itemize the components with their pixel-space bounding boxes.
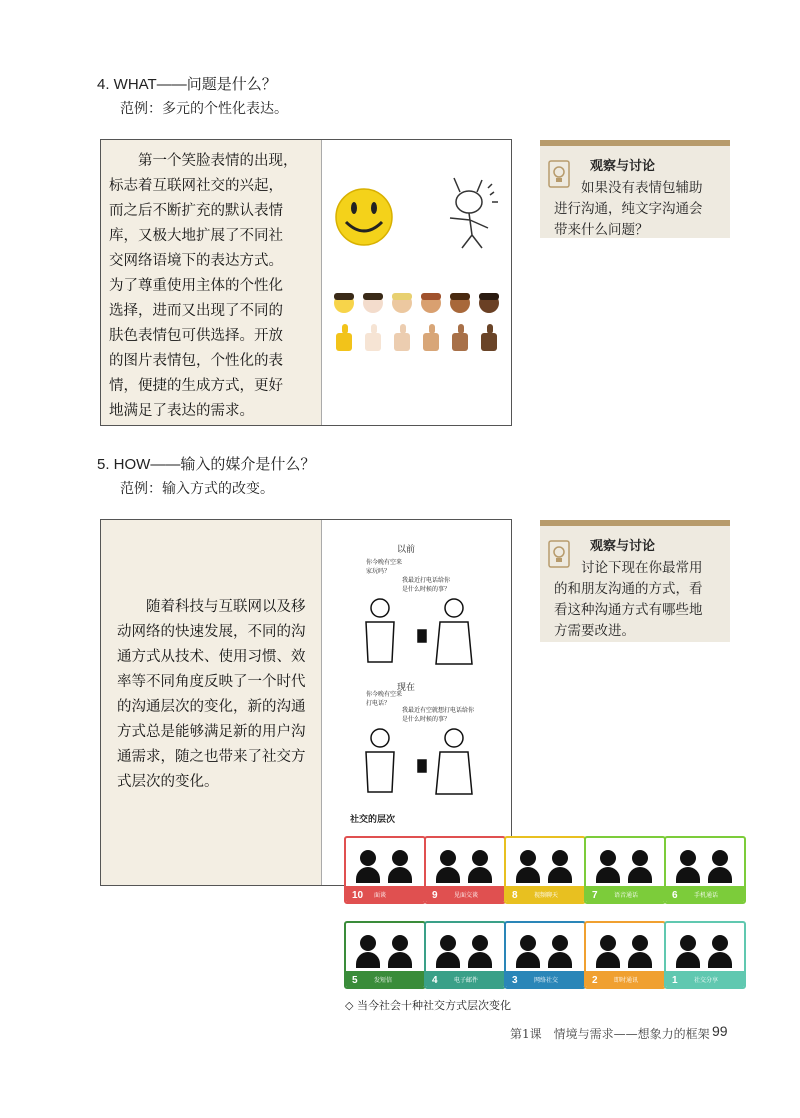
tile-label-bar bbox=[586, 886, 664, 902]
emoji-image-panel bbox=[321, 140, 511, 425]
tile-level-number: 9 bbox=[432, 890, 438, 901]
person-icon bbox=[436, 952, 460, 968]
person-icon bbox=[548, 867, 572, 883]
text-line: 是什么时候的事？ bbox=[402, 716, 451, 723]
section5-box bbox=[100, 519, 512, 886]
social-level-tile bbox=[664, 921, 746, 989]
person-icon bbox=[632, 935, 648, 951]
person-icon bbox=[628, 867, 652, 883]
observe-discuss-panel-1 bbox=[540, 140, 730, 238]
person-icon bbox=[472, 935, 488, 951]
section5-heading: 5. HOW——输入的媒介是什么？ bbox=[97, 456, 316, 473]
panel-text bbox=[554, 178, 729, 241]
text-line: 情，便捷的生成方式，更好 bbox=[109, 378, 283, 394]
tile-level-number: 3 bbox=[512, 975, 518, 986]
skin-tone-thumbs-icon bbox=[336, 324, 497, 351]
section5-box-text bbox=[117, 595, 327, 795]
text-line: 第一个笑脸表情的出现， bbox=[109, 153, 298, 169]
person-icon bbox=[436, 867, 460, 883]
person-icon bbox=[356, 867, 380, 883]
tile-label-bar bbox=[666, 886, 744, 902]
person-icon bbox=[552, 850, 568, 866]
text-line: 打电话？ bbox=[366, 700, 391, 707]
social-level-tile bbox=[664, 836, 746, 904]
person-icon bbox=[360, 850, 376, 866]
person-icon bbox=[600, 935, 616, 951]
comic-bottom-bubble1 bbox=[366, 690, 402, 708]
person-icon bbox=[516, 952, 540, 968]
text-line: 通方式从技术、使用习惯、效 bbox=[117, 649, 306, 665]
social-level-tile bbox=[344, 836, 426, 904]
rabbit-sticker-icon bbox=[450, 178, 498, 248]
tile-level-number: 6 bbox=[672, 890, 678, 901]
tile-level-label: 网络社交 bbox=[534, 978, 559, 984]
text-line: 动网络的快速发展，不同的沟 bbox=[117, 624, 306, 640]
social-level-tile bbox=[504, 921, 586, 989]
social-level-tile bbox=[584, 921, 666, 989]
person-icon bbox=[472, 850, 488, 866]
text-line: 方需要改进。 bbox=[554, 623, 635, 639]
tile-level-label: 即时通讯 bbox=[614, 978, 639, 984]
social-level-tile bbox=[424, 836, 506, 904]
text-line: 而之后不断扩充的默认表情 bbox=[109, 203, 283, 219]
tile-level-number: 8 bbox=[512, 890, 518, 901]
person-icon bbox=[468, 867, 492, 883]
text-line: 我最近打电话给你 bbox=[402, 577, 451, 584]
social-level-tile bbox=[344, 921, 426, 989]
tile-level-label: 社交分享 bbox=[694, 978, 719, 984]
person-icon bbox=[632, 850, 648, 866]
tile-level-number: 10 bbox=[352, 890, 364, 901]
text-line: 为了尊重使用主体的个性化 bbox=[109, 278, 283, 294]
text-line: 进行沟通，纯文字沟通会 bbox=[554, 201, 703, 217]
comic-top-caption: 以前 bbox=[397, 545, 416, 555]
comic-bottom-caption: 现在 bbox=[397, 683, 416, 693]
person-icon bbox=[392, 850, 408, 866]
text-line: 是什么时候的事？ bbox=[402, 586, 451, 593]
tile-level-label: 见面交谈 bbox=[454, 893, 479, 899]
text-line: 讨论下现在你最常用 bbox=[554, 560, 703, 576]
tile-level-number: 4 bbox=[432, 975, 438, 986]
tile-label-bar bbox=[346, 971, 424, 987]
text-line: 率等不同角度反映了一个时代 bbox=[117, 674, 306, 690]
text-line: 方式总是能够满足新的用户沟 bbox=[117, 724, 306, 740]
page-number: 99 bbox=[712, 1023, 728, 1039]
person-icon bbox=[676, 867, 700, 883]
tile-level-label: 发短信 bbox=[374, 978, 393, 984]
observe-discuss-panel-2 bbox=[540, 520, 730, 642]
person-icon bbox=[516, 867, 540, 883]
text-line: 你今晚有空来 bbox=[366, 691, 403, 698]
figure-caption: ◇ 当今社会十种社交方式层次变化 bbox=[345, 999, 511, 1012]
person-icon bbox=[596, 952, 620, 968]
social-level-tile bbox=[584, 836, 666, 904]
section4-heading: 4. WHAT——问题是什么？ bbox=[97, 76, 277, 93]
person-icon bbox=[712, 850, 728, 866]
text-line: 肤色表情包可供选择。开放 bbox=[109, 328, 283, 344]
text-line: 的沟通层次的变化，新的沟通 bbox=[117, 699, 306, 715]
tile-label-bar bbox=[426, 971, 504, 987]
text-line: 式层次的变化。 bbox=[117, 774, 219, 790]
tile-label-bar bbox=[346, 886, 424, 902]
panel-title: 观察与讨论 bbox=[590, 158, 656, 173]
person-icon bbox=[708, 867, 732, 883]
person-icon bbox=[548, 952, 572, 968]
tile-level-label: 视频聊天 bbox=[534, 893, 559, 899]
skin-tone-faces-icon bbox=[334, 293, 499, 313]
social-levels-title: 社交的层次 bbox=[350, 814, 396, 824]
tile-level-label: 手机通话 bbox=[694, 893, 719, 899]
tile-level-label: 面谈 bbox=[374, 893, 387, 899]
tile-label-bar bbox=[666, 971, 744, 987]
person-icon bbox=[388, 867, 412, 883]
tile-level-label: 语音通话 bbox=[614, 893, 639, 899]
section4-box-text bbox=[109, 149, 324, 424]
section5-example: 范例：输入方式的改变。 bbox=[120, 481, 274, 497]
section4-example: 范例：多元的个性化表达。 bbox=[120, 101, 288, 117]
person-icon bbox=[392, 935, 408, 951]
comic-image-panel bbox=[321, 520, 511, 885]
text-line: 交网络语境下的表达方式。 bbox=[109, 253, 283, 269]
footer-lesson: 第1课 情境与需求——想象力的框架 bbox=[510, 1027, 710, 1041]
person-icon bbox=[440, 850, 456, 866]
person-icon bbox=[552, 935, 568, 951]
person-icon bbox=[520, 935, 536, 951]
person-icon bbox=[680, 935, 696, 951]
tile-level-number: 7 bbox=[592, 890, 598, 901]
person-icon bbox=[712, 935, 728, 951]
tile-label-bar bbox=[426, 886, 504, 902]
panel-title: 观察与讨论 bbox=[590, 538, 656, 553]
comic-top-bubble1 bbox=[366, 558, 402, 576]
person-icon bbox=[520, 850, 536, 866]
text-line: 标志着互联网社交的兴起， bbox=[109, 178, 283, 194]
smiley-icon bbox=[336, 189, 392, 245]
tile-level-number: 5 bbox=[352, 975, 358, 986]
text-line: 地满足了表达的需求。 bbox=[109, 403, 254, 419]
text-line: 的和朋友沟通的方式，看 bbox=[554, 581, 703, 597]
tile-level-number: 2 bbox=[592, 975, 598, 986]
tile-level-label: 电子邮件 bbox=[454, 978, 479, 984]
tile-label-bar bbox=[586, 971, 664, 987]
tile-label-bar bbox=[506, 886, 584, 902]
person-icon bbox=[440, 935, 456, 951]
text-line: 带来什么问题？ bbox=[554, 222, 649, 238]
section4-box bbox=[100, 139, 512, 426]
person-icon bbox=[596, 867, 620, 883]
person-icon bbox=[600, 850, 616, 866]
text-line: 我最近有空就想打电话给你 bbox=[402, 707, 475, 714]
text-line: 通需求，随之也带来了社交方 bbox=[117, 749, 306, 765]
person-icon bbox=[388, 952, 412, 968]
text-line: 如果没有表情包辅助 bbox=[554, 180, 703, 196]
person-icon bbox=[708, 952, 732, 968]
text-line: 家玩吗？ bbox=[366, 568, 391, 575]
social-level-tile bbox=[504, 836, 586, 904]
person-icon bbox=[628, 952, 652, 968]
tile-level-number: 1 bbox=[672, 975, 678, 986]
comic-top-figures bbox=[352, 592, 482, 672]
emoji-illustration bbox=[322, 140, 511, 425]
social-level-tile bbox=[424, 921, 506, 989]
text-line: 选择，进而又出现了不同的 bbox=[109, 303, 283, 319]
text-line: 随着科技与互联网以及移 bbox=[117, 599, 306, 615]
text-line: 库，又极大地扩展了不同社 bbox=[109, 228, 283, 244]
comic-bottom-figures bbox=[352, 722, 482, 802]
text-line: 看这种沟通方式有哪些地 bbox=[554, 602, 703, 618]
text-line: 你今晚有空来 bbox=[366, 559, 403, 566]
person-icon bbox=[360, 935, 376, 951]
person-icon bbox=[356, 952, 380, 968]
tile-label-bar bbox=[506, 971, 584, 987]
text-line: 的图片表情包，个性化的表 bbox=[109, 353, 283, 369]
person-icon bbox=[676, 952, 700, 968]
panel-text bbox=[554, 558, 729, 642]
person-icon bbox=[468, 952, 492, 968]
person-icon bbox=[680, 850, 696, 866]
